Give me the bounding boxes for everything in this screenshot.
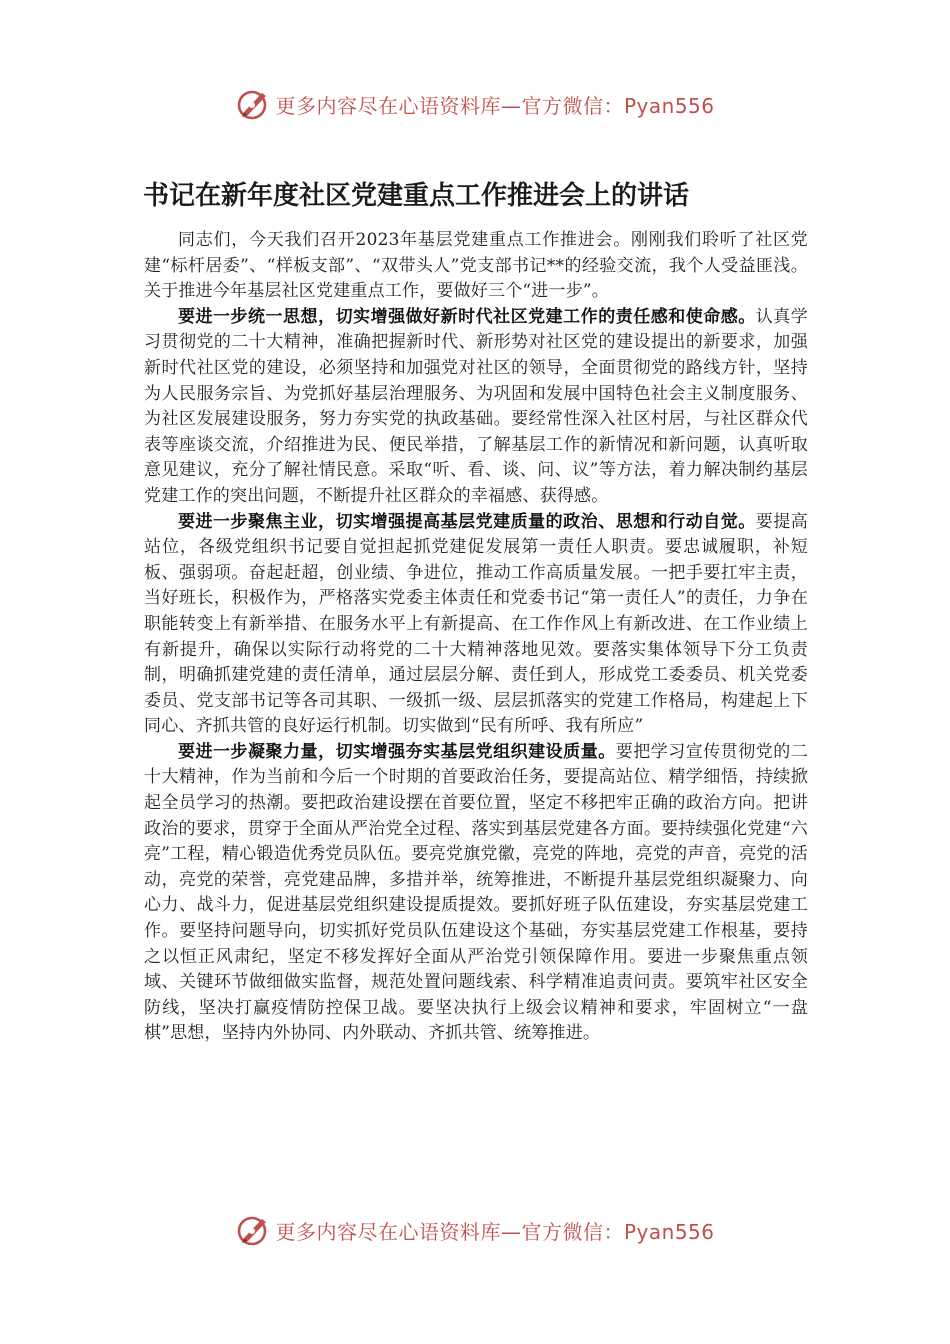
- footer-banner: [0, 1210, 950, 1250]
- document-title: 书记在新年度社区党建重点工作推进会上的讲话: [143, 181, 690, 211]
- paragraph-body: 同志们，今天我们召开2023年基层党建重点工作推进会。刚刚我们聆听了社区党建“标杆居委”、“样板支部”、“双带头人”党支部书记**的经验交流，我个人受益匪浅。关于推进今年基层社区党建重点工作，要做好三个“进一步”。: [144, 230, 808, 302]
- paragraph-lead: 要进一步统一思想，切实增强做好新时代社区党建工作的责任感和使命感。: [178, 306, 756, 327]
- banner-text: [275, 1216, 714, 1245]
- paragraph-point-3: [144, 740, 808, 1047]
- paragraph-body: 要提高站位，各级党组织书记要自觉担起抓党建促发展第一责任人职责。要忠诚履职，补短板、强弱项。奋起赶超，创业绩、争进位，推动工作高质量发展。一把手要扛牢主责，当好班长，积极作为，严格落实党委主体责任和党委书记“第一责任人”的责任，力争在职能转变上有新举措、在服务水平上有新提高、在工作作风上有新改进、在工作业绩上有新提升，确保以实际行动将党的二十大精神落地见效。要落实集体领导下分工负责制，明确抓建党建的责任清单，通过层层分解、责任到人，形成党工委委员、机关党委委员、党支部书记等各司其职、一级抓一级、层层抓落实的党建工作格局，构建起上下同心、齐抓共管的良好运行机制。切实做到“民有所呼、我有所应”: [144, 511, 808, 737]
- paragraph-intro: [144, 228, 808, 305]
- paragraph-lead: 要进一步聚焦主业，切实增强提高基层党建质量的政治、思想和行动自觉。: [178, 511, 756, 532]
- paragraph-point-2: [144, 510, 808, 740]
- paragraph-point-1: [144, 305, 808, 510]
- banner-promo-text: 更多内容尽在心语资料库—官方微信：: [275, 93, 624, 118]
- paragraph-lead: 要进一步凝聚力量，切实增强夯实基层党组织建设质量。: [178, 741, 616, 762]
- paragraph-body: 要把学习宣传贯彻党的二十大精神，作为当前和今后一个时期的首要政治任务，要提高站位、精学细悟，持续掀起全员学习的热潮。要把政治建设摆在首要位置，坚定不移把牢正确的政治方向。把讲政治的要求，贯穿于全面从严治党全过程、落实到基层党建各方面。要持续强化党建“六亮”工程，精心锻造优秀党员队伍。要亮党旗党徽，亮党的阵地，亮党的声音，亮党的活动，亮党的荣誉，亮党建品牌，多措并举，统筹推进，不断提升基层党组织凝聚力、向心力、战斗力，促进基层党组织建设提质提效。要抓好班子队伍建设，夯实基层党建工作。要坚持问题导向，切实抓好党员队伍建设这个基础，夯实基层党建工作根基，要持之以恒正风肃纪，坚定不移发挥好全面从严治党引领保障作用。要进一步聚焦重点领域、关键环节做细做实监督，规范处置问题线索、科学精准追责问责。要筑牢社区安全防线，坚决打赢疫情防控保卫战。要坚决执行上级会议精神和要求，牢固树立“一盘棋”思想，坚持内外协同、内外联动、齐抓共管、统筹推进。: [144, 741, 809, 1044]
- header-banner: [0, 84, 950, 124]
- document-body: [144, 228, 808, 1047]
- wechat-id: Pyan556: [623, 93, 715, 118]
- banner-promo-text: 更多内容尽在心语资料库—官方微信：: [275, 1219, 624, 1244]
- wechat-id: Pyan556: [623, 1219, 715, 1244]
- banner-text: [275, 90, 714, 119]
- pen-circle-logo-icon: [235, 1212, 271, 1248]
- paragraph-body: 认真学习贯彻党的二十大精神，准确把握新时代、新形势对社区党的建设提出的新要求，加强新时代社区党的建设，必须坚持和加强党对社区的领导，全面贯彻党的路线方针，坚持为人民服务宗旨、为党抓好基层治理服务、为巩固和发展中国特色社会主义制度服务、为社区发展建设服务，努力夯实党的执政基础。要经常性深入社区村居，与社区群众代表等座谈交流，介绍推进为民、便民举措，了解基层工作的新情况和新问题，认真听取意见建议，充分了解社情民意。采取“听、看、谈、问、议”等方法，着力解决制约基层党建工作的突出问题，不断提升社区群众的幸福感、获得感。: [144, 306, 808, 506]
- pen-circle-logo-icon: [235, 86, 271, 122]
